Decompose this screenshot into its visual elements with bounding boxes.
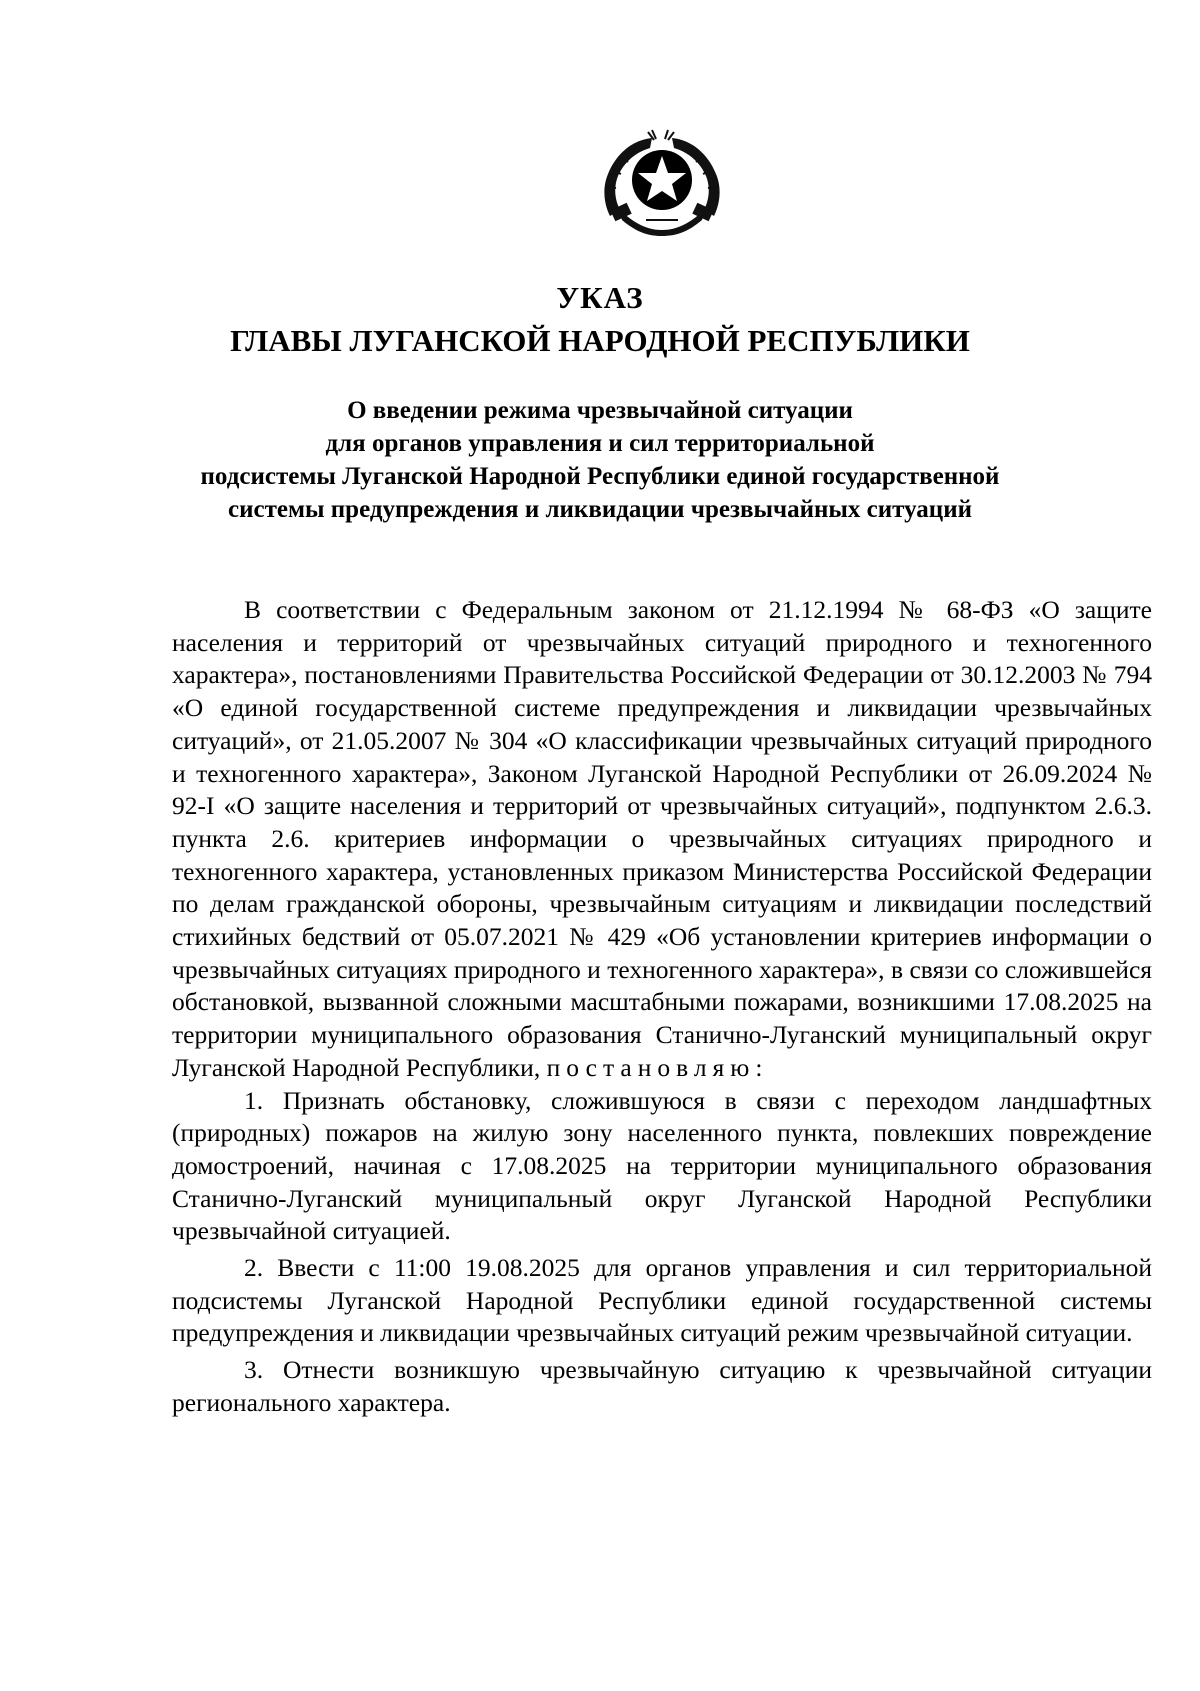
decree-item-3: 3. Отнести возникшую чрезвычайную ситуацию к чрезвычайной ситуации регионального характера. bbox=[172, 1355, 1152, 1417]
decree-body bbox=[172, 594, 1152, 1420]
title-decree-word: УКАЗ bbox=[556, 280, 644, 315]
subject-line: для органов управления и сил территориальной bbox=[325, 430, 875, 457]
subject-line: подсистемы Луганской Народной Республики единой государственной bbox=[200, 463, 1000, 490]
decree-item-1: 1. Признать обстановку, сложившуюся в связи с переходом ландшафтных (природных) пожаров на жилую зону населенного пункта, повлекших повреждение домостроений, начиная с 17.08.2025 на территории муниципального образования Станично-Луганский муниципальный округ Луганской Народной Республики чрезвычайной ситуацией. bbox=[172, 1085, 1152, 1246]
subject-line: О введении режима чрезвычайной ситуации bbox=[347, 397, 853, 424]
document-title bbox=[0, 276, 1200, 362]
decree-word: постановляю: bbox=[546, 1052, 769, 1082]
decree-subject bbox=[0, 394, 1200, 526]
lnr-coat-of-arms-emblem-icon bbox=[590, 124, 734, 240]
decree-item-2: 2. Ввести с 11:00 19.08.2025 для органов управления и сил территориальной подсистемы Луганской Народной Республики единой государственной системы предупреждения и ликвидации чрезвычайных ситуаций режим чрезвычайной ситуации. bbox=[172, 1253, 1152, 1348]
title-issuer: ГЛАВЫ ЛУГАНСКОЙ НАРОДНОЙ РЕСПУБЛИКИ bbox=[230, 323, 970, 358]
preamble-text: В соответствии с Федеральным законом от 21.12.1994 № 68-ФЗ «О защите населения и территорий от чрезвычайных ситуаций природного и техногенного характера», постановлениями Правительства Российской Федерации от 30.12.2003 № 794 «О единой государственной системе предупреждения и ликвидации чрезвычайных ситуаций», от 21.05.2007 № 304 «О классификации чрезвычайных ситуаций природного и техногенного характера», Законом Луганской Народной Республики от 26.09.2024 № 92-I «О защите населения и территорий от чрезвычайных ситуаций», подпунктом 2.6.3. пункта 2.6. критериев информации о чрезвычайных ситуациях природного и техногенного характера, установленных приказом Министерства Российской Федерации по делам гражданской обороны, чрезвычайным ситуациям и ликвидации последствий стихийных бедствий от 05.07.2021 № 429 «Об установлении критериев информации о чрезвычайных ситуациях природного и техногенного характера», в связи со сложившейся обстановкой, вызванной сложными масштабными пожарами, возникшими 17.08.2025 на территории муниципального образования Станично-Луганский муниципальный округ Луганской Народной Республики, bbox=[172, 595, 1152, 1082]
preamble-paragraph bbox=[172, 594, 1152, 1085]
subject-line: системы предупреждения и ликвидации чрезвычайных ситуаций bbox=[227, 496, 973, 523]
